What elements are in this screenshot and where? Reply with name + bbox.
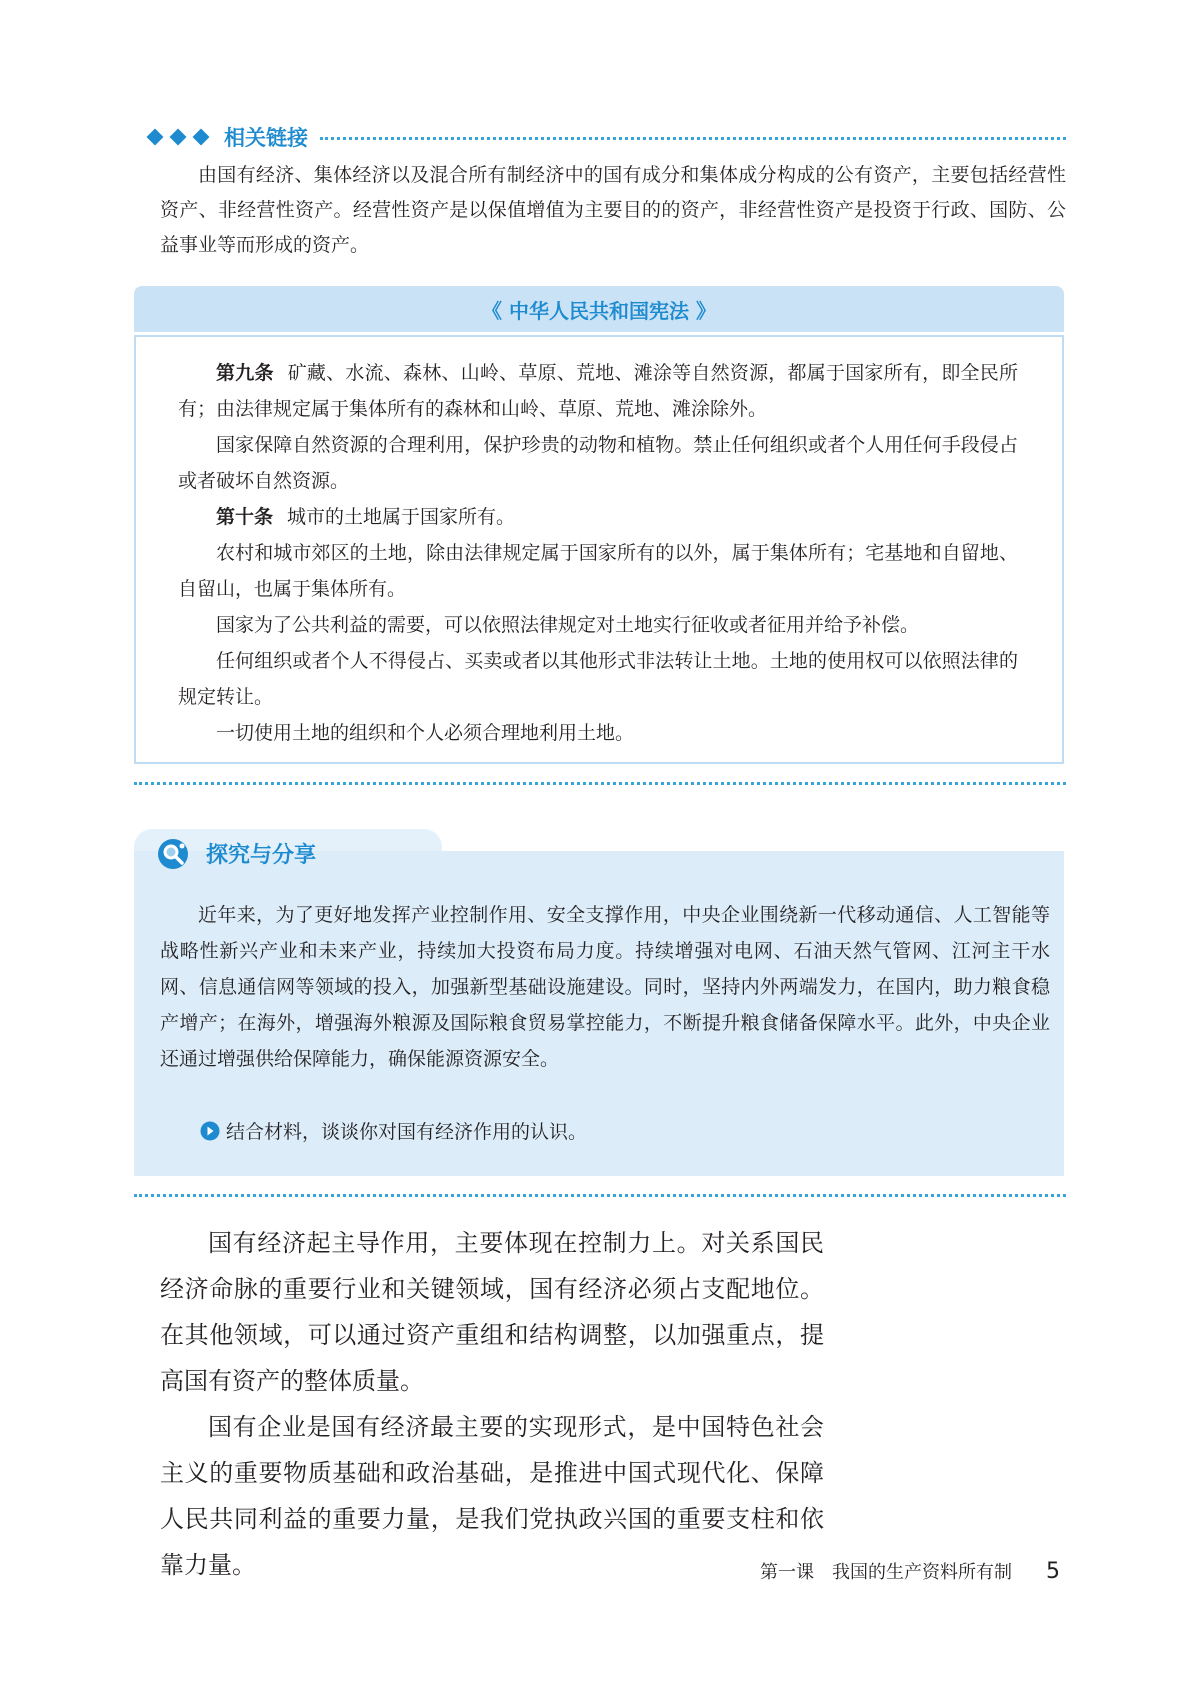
arrow-bullet-icon bbox=[200, 1121, 220, 1141]
related-links-title: 相关链接 bbox=[224, 126, 308, 150]
explore-title: 探究与分享 bbox=[206, 843, 317, 868]
constitution-title: 《 中华人民共和国宪法 》 bbox=[482, 298, 716, 323]
article-10-paragraph-4: 任何组织或者个人不得侵占、买卖或者以其他形式非法转让土地。土地的使用权可以依照法律的规定转让。 bbox=[178, 650, 1018, 708]
article-9-label: 第九条 bbox=[216, 362, 274, 384]
related-links-text bbox=[160, 158, 1066, 263]
article-10-paragraph-5: 一切使用土地的组织和个人必须合理地利用土地。 bbox=[216, 722, 635, 744]
constitution-box-header bbox=[134, 286, 1064, 332]
main-paragraph-1: 国有经济起主导作用，主要体现在控制力上。对关系国民经济命脉的重要行业和关键领域，国有经济必须占支配地位。在其他领域，可以通过资产重组和结构调整，以加强重点，提高国有资产的整体质量。 bbox=[160, 1229, 824, 1395]
main-body-text bbox=[160, 1220, 824, 1588]
explore-question bbox=[200, 1117, 587, 1144]
article-10-text: 城市的土地属于国家所有。 bbox=[287, 506, 516, 528]
diamond-bullets-icon bbox=[146, 131, 210, 143]
related-links-header bbox=[146, 120, 1066, 154]
article-9-paragraph bbox=[178, 355, 1018, 427]
magnifier-explore-icon bbox=[156, 837, 190, 871]
main-paragraph-2: 国有企业是国有经济最主要的实现形式，是中国特色社会主义的重要物质基础和政治基础，是推进中国式现代化、保障人民共同利益的重要力量，是我们党执政兴国的重要支柱和依靠力量。 bbox=[160, 1413, 824, 1579]
dotted-divider bbox=[134, 782, 1066, 785]
explore-text bbox=[160, 897, 1050, 1077]
page-footer bbox=[740, 1558, 1060, 1584]
article-9-text: 矿藏、水流、森林、山岭、草原、荒地、滩涂等自然资源，都属于国家所有，即全民所有；由法律规定属于集体所有的森林和山岭、草原、荒地、滩涂除外。 bbox=[178, 362, 1018, 420]
page-number: 5 bbox=[1046, 1558, 1060, 1584]
article-10-paragraph bbox=[178, 499, 1018, 535]
related-links-paragraph: 由国有经济、集体经济以及混合所有制经济中的国有成分和集体成分构成的公有资产，主要包括经营性资产、非经营性资产。经营性资产是以保值增值为主要目的的资产，非经营性资产是投资于行政、国防、公益事业等而形成的资产。 bbox=[160, 164, 1066, 256]
article-10-label: 第十条 bbox=[216, 506, 274, 528]
dotted-divider bbox=[134, 1194, 1066, 1197]
explore-question-text: 结合材料，谈谈你对国有经济作用的认识。 bbox=[226, 1121, 588, 1143]
chapter-title: 第一课 我国的生产资料所有制 bbox=[760, 1562, 1012, 1583]
constitution-text bbox=[178, 355, 1018, 751]
article-9-paragraph-2: 国家保障自然资源的合理利用，保护珍贵的动物和植物。禁止任何组织或者个人用任何手段侵占或者破坏自然资源。 bbox=[178, 434, 1018, 492]
article-10-paragraph-3: 国家为了公共利益的需要，可以依照法律规定对土地实行征收或者征用并给予补偿。 bbox=[216, 614, 920, 636]
article-10-paragraph-2: 农村和城市郊区的土地，除由法律规定属于国家所有的以外，属于集体所有；宅基地和自留地、自留山，也属于集体所有。 bbox=[178, 542, 1018, 600]
dotted-divider bbox=[320, 137, 1066, 140]
explore-paragraph: 近年来，为了更好地发挥产业控制作用、安全支撑作用，中央企业围绕新一代移动通信、人工智能等战略性新兴产业和未来产业，持续加大投资布局力度。持续增强对电网、石油天然气管网、江河主干水网、信息通信网等领域的投入，加强新型基础设施建设。同时，坚持内外两端发力，在国内，助力粮食稳产增产；在海外，增强海外粮源及国际粮食贸易掌控能力，不断提升粮食储备保障水平。此外，中央企业还通过增强供给保障能力，确保能源资源安全。 bbox=[160, 904, 1050, 1070]
